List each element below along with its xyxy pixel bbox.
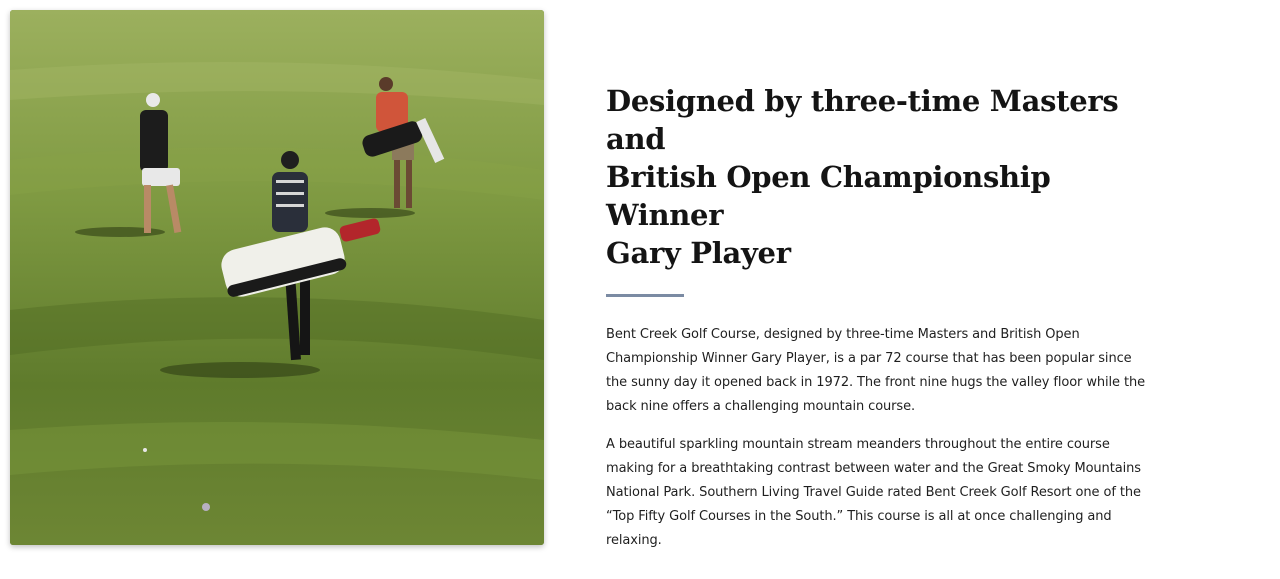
heading-line-1: Designed by three-time Masters and — [606, 84, 1119, 156]
heading-line-2: British Open Championship Winner — [606, 160, 1051, 232]
course-description — [606, 82, 1146, 567]
section-heading — [606, 82, 1146, 272]
heading-divider — [606, 294, 684, 297]
paragraph-course-history: Bent Creek Golf Course, designed by three-time Masters and British Open Championship Winner Gary Player, is a par 72 course that has been popular since the sunny day it opened back in 1972. The front nine hugs the valley floor while the back nine offers a challenging mountain course. — [606, 327, 1145, 414]
golf-course-illustration — [10, 10, 544, 545]
golf-course-photo — [10, 10, 544, 545]
paragraph-course-scenery: A beautiful sparkling mountain stream meanders throughout the entire course making for a breathtaking contrast between water and the Great Smoky Mountains National Park. Southern Living Travel Guide rated Bent Creek Golf Resort one of the “Top Fifty Golf Courses in the South.” This course is all at once challenging and relaxing. — [606, 437, 1141, 548]
heading-line-3: Gary Player — [606, 236, 791, 270]
